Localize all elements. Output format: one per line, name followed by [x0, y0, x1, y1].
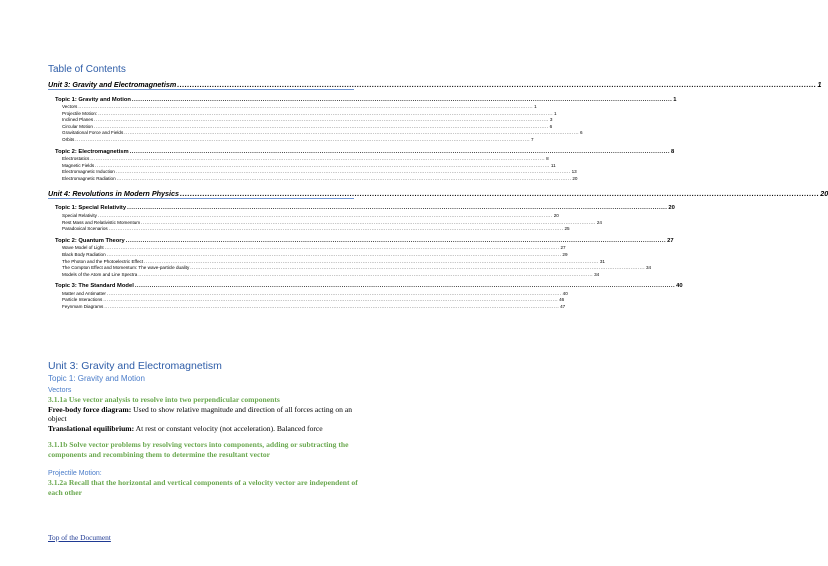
toc-entry-label: Topic 2: Quantum Theory — [55, 237, 125, 244]
toc-page-number: 46 — [559, 297, 565, 303]
definition-term: Free-body force diagram: — [48, 404, 132, 414]
topic-heading: Topic 1: Gravity and Motion — [48, 374, 145, 383]
toc-entry-label: Unit 4: Revolutions in Modern Physics — [48, 188, 179, 198]
toc-entry-topic-quantum-theory[interactable] — [55, 235, 674, 244]
toc-entry-label: Paradoxical Scenarios — [62, 226, 108, 232]
toc-entry-label: Circular Motion — [62, 123, 93, 129]
toc-page-number: 6 — [549, 123, 553, 129]
toc-entry-label: Orbits — [62, 137, 75, 143]
toc-entry-matter-antimatter[interactable] — [62, 289, 568, 296]
toc-entry-label: Special Relativity — [62, 213, 97, 219]
toc-entry-wave-model[interactable] — [62, 244, 566, 251]
toc-page-number: 20 — [553, 213, 559, 219]
toc-page-number: 29 — [562, 251, 568, 257]
toc-entry-label: Inclined Planes — [62, 117, 94, 123]
table-of-contents — [48, 78, 828, 309]
toc-page-number: 40 — [676, 283, 683, 290]
document-body — [48, 360, 358, 497]
toc-page-number: 8 — [546, 156, 549, 162]
toc-entry-label: Topic 1: Special Relativity — [55, 205, 127, 212]
toc-page-number: 20 — [572, 175, 578, 181]
toc-entry-label: Wave Model of Light — [62, 245, 104, 251]
free-body-definition — [48, 405, 358, 424]
toc-leader — [75, 137, 530, 142]
toc-page-number: 27 — [560, 245, 566, 251]
projectile-motion-heading: Projectile Motion: — [48, 470, 102, 477]
toc-page-number: 8 — [670, 148, 675, 155]
toc-entry-label: Topic 1: Gravity and Motion — [55, 96, 131, 103]
toc-entry-label: Black Body Radiation — [62, 251, 106, 257]
objective-3-1-1a: 3.1.1a Use vector analysis to resolve into two perpendicular components — [48, 395, 280, 404]
toc-page-number: 47 — [560, 303, 566, 309]
toc-page-number: 1 — [673, 96, 677, 103]
toc-page-number: 1 — [817, 80, 822, 89]
toc-leader — [104, 304, 559, 309]
toc-entry-feynman-diagrams[interactable] — [62, 302, 566, 309]
toc-page-number: 11 — [550, 162, 556, 168]
toc-page-number: 34 — [594, 271, 600, 277]
toc-leader — [109, 226, 564, 231]
definition-term: Translational equilibrium: — [48, 423, 135, 433]
toc-entry-rest-mass[interactable] — [62, 218, 602, 225]
definition-text: Used to show relative magnitude and direction of all forces acting on an object — [48, 404, 353, 423]
toc-entry-label: Vectors — [62, 104, 78, 110]
toc-entry-label: Topic 2: Electromagnetism — [55, 148, 129, 155]
toc-entry-label: Models of the Atom and Line Spectra — [62, 271, 138, 277]
toc-entry-label: Magnetic Fields — [62, 162, 95, 168]
toc-entry-label: Gravitational Force and Fields — [62, 130, 124, 136]
toc-page-number: 31 — [599, 258, 605, 264]
toc-page-number: 1 — [553, 110, 557, 116]
toc-entry-topic-electromagnetism[interactable] — [55, 146, 675, 155]
toc-page-number: 34 — [645, 265, 652, 271]
toc-page-number: 20 — [668, 205, 675, 212]
toc-page-number: 6 — [580, 130, 583, 136]
toc-entry-inclined-planes[interactable] — [62, 116, 553, 123]
toc-page-number: 7 — [531, 137, 534, 143]
toc-page-number: 20 — [820, 188, 828, 198]
toc-page-number: 25 — [564, 226, 570, 232]
top-of-document-link[interactable]: Top of the Document — [48, 533, 111, 542]
toc-title: Table of Contents — [48, 64, 126, 75]
toc-entry-special-relativity[interactable] — [62, 211, 559, 219]
toc-page-number: 13 — [571, 169, 577, 175]
toc-entry-label: Electromagnetic Radiation — [62, 175, 116, 181]
toc-entry-particle-interactions[interactable] — [62, 296, 565, 303]
toc-entry-electromagnetic-induction[interactable] — [62, 168, 577, 175]
toc-entry-projectile-motion[interactable] — [62, 109, 557, 116]
toc-entry-unit-3[interactable] — [48, 78, 822, 90]
toc-entry-paradoxical-scenarios[interactable] — [62, 225, 570, 232]
objective-3-1-1b: 3.1.1b Solve vector problems by resolving vectors into components, adding or subtracting the components and recombining them to determine the resultant vector — [48, 440, 349, 459]
toc-entry-electrostatics[interactable] — [62, 155, 549, 162]
toc-page-number: 1 — [534, 104, 537, 110]
toc-entry-topic-gravity-motion[interactable] — [55, 94, 677, 103]
toc-entry-topic-special-relativity[interactable] — [55, 203, 675, 212]
toc-entry-label: Projectile Motion: — [62, 110, 98, 116]
toc-entry-label: Particle Interactions — [62, 297, 103, 303]
toc-entry-label: Matter and Antimatter — [62, 290, 106, 296]
translational-equilibrium-definition — [48, 424, 358, 434]
toc-entry-label: Rest Mass and Relativistic Momentum — [62, 219, 141, 225]
toc-entry-photoelectric[interactable] — [62, 257, 605, 264]
toc-entry-atom-models[interactable] — [62, 270, 600, 277]
toc-leader — [177, 80, 816, 89]
toc-entry-gravitational-force[interactable] — [62, 129, 583, 136]
toc-entry-black-body[interactable] — [62, 250, 568, 257]
objective-3-1-2a: 3.1.2a Recall that the horizontal and vertical components of a velocity vector are independent of each other — [48, 478, 358, 497]
toc-entry-vectors[interactable] — [62, 103, 537, 110]
toc-page-number: 3 — [549, 117, 553, 123]
toc-entry-circular-motion[interactable] — [62, 122, 553, 129]
toc-entry-label: Topic 3: The Standard Model — [55, 283, 134, 290]
unit-heading: Unit 3: Gravity and Electromagnetism — [48, 360, 222, 372]
toc-page-number: 24 — [596, 219, 602, 225]
toc-entry-label: Feynmam Diagrams — [62, 303, 104, 309]
toc-leader — [180, 189, 819, 198]
toc-entry-compton-effect[interactable] — [62, 264, 652, 271]
toc-entry-orbits[interactable] — [62, 135, 534, 143]
toc-page-number: 27 — [667, 237, 674, 244]
toc-page-number: 40 — [562, 290, 568, 296]
toc-entry-label: The Photon and the Photoelectric Effect — [62, 258, 144, 264]
toc-leader — [138, 272, 593, 277]
toc-entry-unit-4[interactable] — [48, 187, 828, 199]
toc-entry-electromagnetic-radiation[interactable] — [62, 174, 578, 181]
toc-entry-label: Unit 3: Gravity and Electromagnetism — [48, 80, 177, 89]
toc-entry-label: The Compton Effect and Momentum: The wave-particle duality — [62, 265, 190, 271]
toc-entry-magnetic-fields[interactable] — [62, 161, 556, 168]
toc-entry-topic-standard-model[interactable] — [55, 281, 683, 290]
toc-entry-label: Electrostatics — [62, 156, 90, 162]
toc-leader — [117, 176, 572, 181]
definition-text: At rest or constant velocity (not acceleration). Balanced force — [134, 423, 323, 433]
vectors-heading: Vectors — [48, 387, 72, 394]
toc-entry-label: Electromagnetic Induction — [62, 169, 115, 175]
